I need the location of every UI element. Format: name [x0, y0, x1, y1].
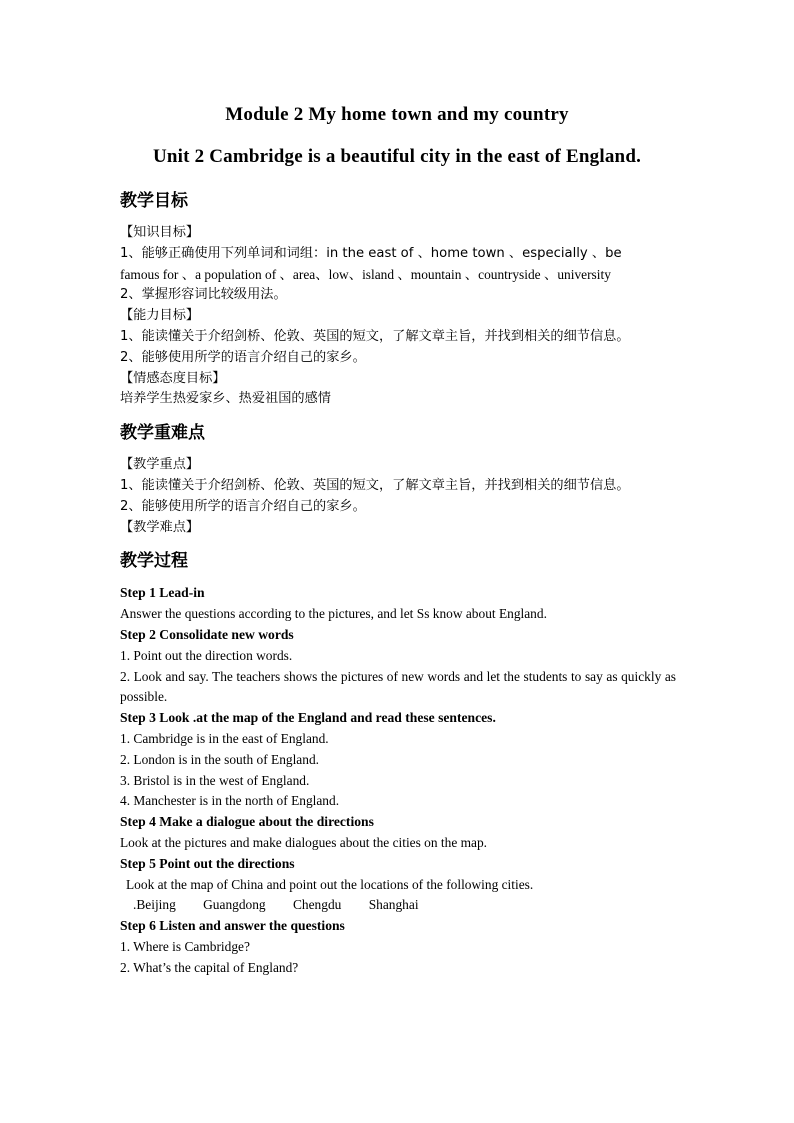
ability-label: 【能力目标】 [120, 308, 200, 324]
step-6-item: 1. Where is Cambridge? [120, 938, 250, 954]
difficult-label: 【教学难点】 [120, 519, 200, 535]
ability-item-2: 2、能够使用所学的语言介绍自己的家乡。 [120, 349, 366, 365]
step-2-item-1: 1. Point out the direction words. [120, 647, 293, 663]
document-title: Module 2 My home town and my country [225, 104, 569, 125]
knowledge-item-1-line1: 1、能够正确使用下列单词和词组：in the east of 、home town 、especially 、be [120, 245, 622, 261]
step-5-city-list [120, 895, 676, 916]
city-item: Chengdu [292, 897, 342, 913]
step-6-title: Step 6 Listen and answer the questions [120, 918, 345, 934]
step-2-title: Step 2 Consolidate new words [120, 626, 294, 642]
step-3-title: Step 3 Look .at the map of the England and read these sentences. [120, 710, 496, 726]
step-3-item: 1. Cambridge is in the east of England. [120, 730, 329, 746]
step-3-item: 3. Bristol is in the west of England. [120, 772, 310, 788]
emotion-label: 【情感态度目标】 [120, 370, 226, 386]
key-item-1: 1、能读懂关于介绍剑桥、伦敦、英国的短文，了解文章主旨，并找到相关的细节信息。 [120, 477, 630, 493]
step-3-item: 4. Manchester is in the north of England. [120, 793, 340, 809]
step-3-item: 2. London is in the south of England. [120, 751, 319, 767]
section-heading-process: 教学过程 [120, 551, 188, 572]
key-label: 【教学重点】 [120, 457, 200, 473]
section-heading-key-points: 教学重难点 [120, 423, 205, 444]
step-4-title: Step 4 Make a dialogue about the directions [120, 814, 374, 830]
ability-item-1: 1、能读懂关于介绍剑桥、伦敦、英国的短文，了解文章主旨，并找到相关的细节信息。 [120, 328, 630, 344]
section-heading-objectives: 教学目标 [120, 191, 188, 211]
knowledge-item-2: 2、掌握形容词比较级用法。 [120, 287, 287, 303]
step-1-title: Step 1 Lead-in [120, 585, 205, 601]
step-4-text: Look at the pictures and make dialogues about the cities on the map. [120, 834, 488, 850]
document-subtitle: Unit 2 Cambridge is a beautiful city in the east of England. [152, 146, 642, 167]
city-item: .Beijing [133, 897, 176, 913]
step-2-item-2: 2. Look and say. The teachers shows the pictures of new words and let the students to say as quickly as possible. [120, 668, 676, 705]
city-item: Shanghai [368, 897, 419, 913]
step-1-text: Answer the questions according to the pictures, and let Ss know about England. [120, 606, 547, 622]
step-6-item: 2. What’s the capital of England? [120, 959, 299, 975]
step-5-title: Step 5 Point out the directions [120, 855, 295, 871]
knowledge-label: 【知识目标】 [120, 225, 200, 240]
document-body [120, 186, 676, 979]
city-item: Guangdong [203, 897, 266, 913]
step-5-text: Look at the map of China and point out the locations of the following cities. [126, 876, 534, 892]
knowledge-item-1-line2: famous for 、a population of 、area、low、island 、mountain 、countryside 、university [120, 266, 611, 282]
emotion-item-1: 培养学生热爱家乡、热爱祖国的感情 [120, 391, 331, 407]
key-item-2: 2、能够使用所学的语言介绍自己的家乡。 [120, 498, 366, 514]
